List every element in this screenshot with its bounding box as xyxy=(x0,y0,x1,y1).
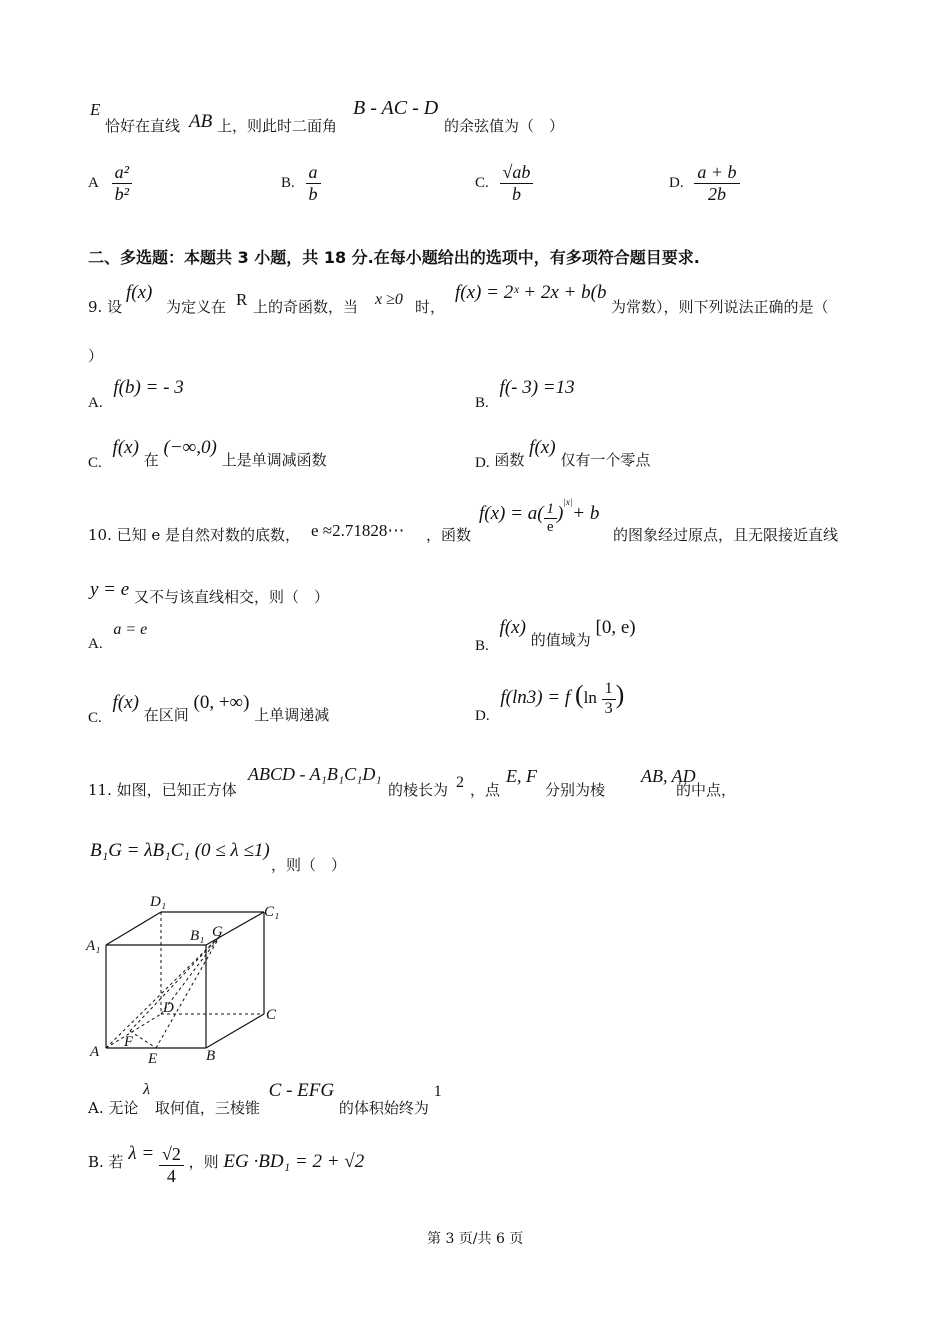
q11-option-a[interactable] xyxy=(88,1080,442,1117)
paren-left: ( xyxy=(574,680,584,709)
page-footer: 第 3 页/共 6 页 xyxy=(427,1231,524,1247)
q9-condition: x ≥0 xyxy=(375,291,403,308)
section-heading: 二、多选题：本题共 3 小题，共 18 分.在每小题给出的选项中，有多项符合题目要求. xyxy=(88,248,700,267)
q11-line-text: ，则（ ） xyxy=(271,856,347,874)
option-text: 上是单调减函数 xyxy=(221,451,327,469)
q9-option-c[interactable] xyxy=(88,437,327,471)
q9-option-d[interactable] xyxy=(475,437,651,471)
option-label: A. xyxy=(88,636,103,652)
option-math: (0, +∞) xyxy=(193,692,250,713)
option-text: A. 无论 xyxy=(88,1099,139,1117)
vertex-f: F xyxy=(124,1034,134,1050)
q11-text-2: ，点 xyxy=(470,781,501,799)
q9-option-a[interactable] xyxy=(88,377,184,411)
q9-fx: f(x) xyxy=(126,282,153,303)
q9-real-set: R xyxy=(236,290,248,309)
option-text: 在 xyxy=(143,451,159,469)
q10-line-math: y = e xyxy=(90,579,130,600)
option-math: EG ·BD₁ = 2 + √2 xyxy=(223,1151,365,1173)
q9-formula: f(x) = 2ˣ + 2x + b(b xyxy=(455,282,607,303)
vertex-a: A xyxy=(90,1044,100,1060)
vertex-a1: A₁ xyxy=(86,938,101,954)
q10-option-c[interactable] xyxy=(88,692,330,726)
option-label: B. xyxy=(475,395,489,411)
edge-a-d xyxy=(106,1014,161,1048)
option-text: 仅有一个零点 xyxy=(560,451,651,469)
q9-option-b[interactable] xyxy=(475,377,575,411)
q8-text-2: 上，则此时二面角 xyxy=(217,117,338,135)
segment-a-g xyxy=(106,936,220,1048)
vertex-b1: B₁ xyxy=(190,928,205,944)
fraction: $\frac{a}{b}$ xyxy=(306,162,321,204)
option-label: D. xyxy=(475,708,490,724)
option-label: C. xyxy=(88,455,102,471)
option-label: B. xyxy=(475,638,489,654)
q11-cube: ABCD - A₁B₁C₁D₁ xyxy=(248,764,382,784)
q9-text-4: 为常数），则下列说法正确的是（ xyxy=(611,298,829,316)
vertex-e: E xyxy=(148,1051,158,1067)
q11-option-b[interactable] xyxy=(88,1144,364,1186)
q9-text-2: 上的奇函数，当 xyxy=(253,298,359,316)
q11-text-1: 的棱长为 xyxy=(388,781,449,799)
option-label: C. xyxy=(88,710,102,726)
option-label: D. xyxy=(669,175,684,192)
q10-approx: e ≈2.71828⋯ xyxy=(311,521,405,540)
q9-number: 9. 设 xyxy=(88,298,123,316)
q9-text-3: 时， xyxy=(415,298,446,316)
cube-figure xyxy=(80,888,300,1068)
q9-text-1: 为定义在 xyxy=(166,298,227,316)
vertex-c1: C₁ xyxy=(264,904,280,920)
option-label: B. xyxy=(281,175,295,192)
option-label: C. xyxy=(475,175,489,192)
option-text: ，则 xyxy=(188,1153,219,1172)
q8-option-c[interactable] xyxy=(475,162,533,204)
option-label: D. xyxy=(475,455,490,471)
q10-option-a[interactable] xyxy=(88,620,148,652)
option-math: f(b) = - 3 xyxy=(113,377,184,398)
option-text: 上单调递减 xyxy=(254,706,330,724)
lambda-symbol: λ xyxy=(143,1081,151,1098)
lambda-symbol: λ = xyxy=(128,1143,155,1165)
option-math: (−∞,0) xyxy=(163,437,217,458)
option-label: A xyxy=(88,175,99,192)
option-text: 的值域为 xyxy=(530,631,591,649)
q10-line-text: 又不与该直线相交，则（ ） xyxy=(134,588,330,606)
fraction: $\frac{√ab}{b}$ xyxy=(500,162,534,204)
fraction: $\frac{a + b}{2b}$ xyxy=(694,162,739,204)
q11-condition: B₁G = λB₁C₁ (0 ≤ λ ≤1) xyxy=(90,840,270,861)
vertex-b: B xyxy=(206,1048,216,1064)
option-text: 函数 xyxy=(494,451,525,469)
option-math: a = e xyxy=(113,621,148,638)
q8-dihedral-angle: B - AC - D xyxy=(353,97,439,119)
option-math: f(x) xyxy=(529,437,556,458)
q10-function-formula: f(x) = a( $\frac{1}{e}$ )$^{|x|}$+ b xyxy=(479,496,600,536)
q8-option-d[interactable] xyxy=(669,162,740,204)
segment-f-e xyxy=(130,1031,156,1048)
vertex-d1: D₁ xyxy=(150,894,167,910)
vertex-d: D xyxy=(163,1000,174,1016)
q10-text-1: ，函数 xyxy=(426,526,472,544)
paren-right: ) xyxy=(615,680,625,709)
option-math: [0, e) xyxy=(595,617,636,638)
q10-text-2: 的图象经过原点，且无限接近直线 xyxy=(613,526,839,544)
vertex-g: G xyxy=(212,924,223,940)
option-text: 的体积始终为 xyxy=(338,1099,429,1117)
q10-number: 10. 已知 e 是自然对数的底数， xyxy=(88,526,301,544)
point-e-label: E xyxy=(90,100,101,119)
q11-edges: AB, AD xyxy=(641,766,696,786)
q11-text-4: 的中点， xyxy=(676,781,737,799)
option-math: f(ln3) = f xyxy=(500,687,571,708)
option-text: 取何值，三棱锥 xyxy=(154,1099,260,1117)
option-label: A. xyxy=(88,395,103,411)
fraction: $\frac{1}{3}$ xyxy=(602,680,616,718)
q8-text-1: 恰好在直线 xyxy=(105,117,181,135)
q11-points: E, F xyxy=(506,766,537,786)
q10-option-b[interactable] xyxy=(475,617,636,654)
option-text: 在区间 xyxy=(143,706,189,724)
q11-number: 11. 如图，已知正方体 xyxy=(88,781,237,799)
vertex-c: C xyxy=(266,1007,277,1023)
option-math: f(x) xyxy=(499,617,526,638)
option-math: C - EFG xyxy=(268,1080,335,1101)
option-value: 1 xyxy=(433,1083,442,1100)
option-math: f(- 3) =13 xyxy=(499,377,575,398)
option-math: f(x) xyxy=(112,437,139,458)
q8-text-3: 的余弦值为（ ） xyxy=(444,117,565,135)
q11-edge-length: 2 xyxy=(456,774,464,791)
q11-text-3: 分别为棱 xyxy=(545,781,606,799)
option-math: f(x) xyxy=(112,692,139,713)
q10-option-d[interactable]: D. f(ln3) = f (ln $\frac{1}{3}$ ) xyxy=(475,680,625,724)
q9-text-5: ） xyxy=(88,347,104,365)
edge-b-c xyxy=(206,1014,264,1048)
option-text: B. 若 xyxy=(88,1153,124,1172)
q8-option-a[interactable] xyxy=(88,162,132,204)
fraction: $\frac{1}{e}$ xyxy=(544,501,558,537)
segment-e-g xyxy=(156,936,220,1048)
fraction: $\frac{\text{a²}}{\text{b²}}$ xyxy=(112,162,132,204)
fraction: $\frac{√2}{4}$ xyxy=(159,1144,184,1186)
edge-a1-d1 xyxy=(106,912,161,945)
q8-option-b[interactable] xyxy=(281,162,321,204)
q8-line-ab: AB xyxy=(189,111,213,132)
